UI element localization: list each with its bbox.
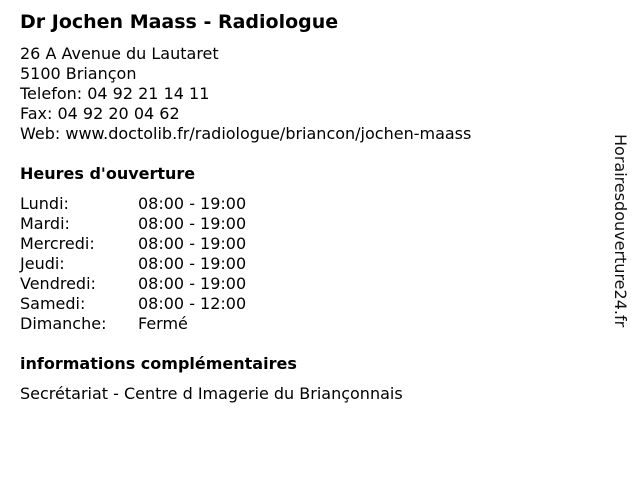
additional-info-text: Secrétariat - Centre d Imagerie du Briançonnais xyxy=(20,384,403,403)
fax-number: Fax: 04 92 20 04 62 xyxy=(20,104,180,123)
street-address: 26 A Avenue du Lautaret xyxy=(20,44,219,63)
hours-value: 08:00 - 12:00 xyxy=(138,294,247,313)
day-label: Jeudi: xyxy=(20,254,65,273)
address-block xyxy=(20,44,471,144)
hours-value: 08:00 - 19:00 xyxy=(138,214,247,233)
site-watermark: Horairesdouverture24.fr xyxy=(611,134,630,328)
day-label: Lundi: xyxy=(20,194,69,213)
day-label: Mardi: xyxy=(20,214,70,233)
day-label: Dimanche: xyxy=(20,314,107,333)
website: Web: www.doctolib.fr/radiologue/briancon/jochen-maass xyxy=(20,124,472,143)
opening-hours-heading: Heures d'ouverture xyxy=(20,164,196,183)
page-title: Dr Jochen Maass - Radiologue xyxy=(20,11,339,33)
city-postal-code: 5100 Briançon xyxy=(20,64,137,83)
hours-value: 08:00 - 19:00 xyxy=(138,194,247,213)
day-label: Samedi: xyxy=(20,294,86,313)
additional-info-heading: informations complémentaires xyxy=(20,354,297,373)
hours-value: Fermé xyxy=(138,314,188,333)
hours-value: 08:00 - 19:00 xyxy=(138,274,247,293)
day-label: Vendredi: xyxy=(20,274,96,293)
phone-number: Telefon: 04 92 21 14 11 xyxy=(20,84,210,103)
day-label: Mercredi: xyxy=(20,234,95,253)
hours-value: 08:00 - 19:00 xyxy=(138,254,247,273)
hours-value: 08:00 - 19:00 xyxy=(138,234,247,253)
